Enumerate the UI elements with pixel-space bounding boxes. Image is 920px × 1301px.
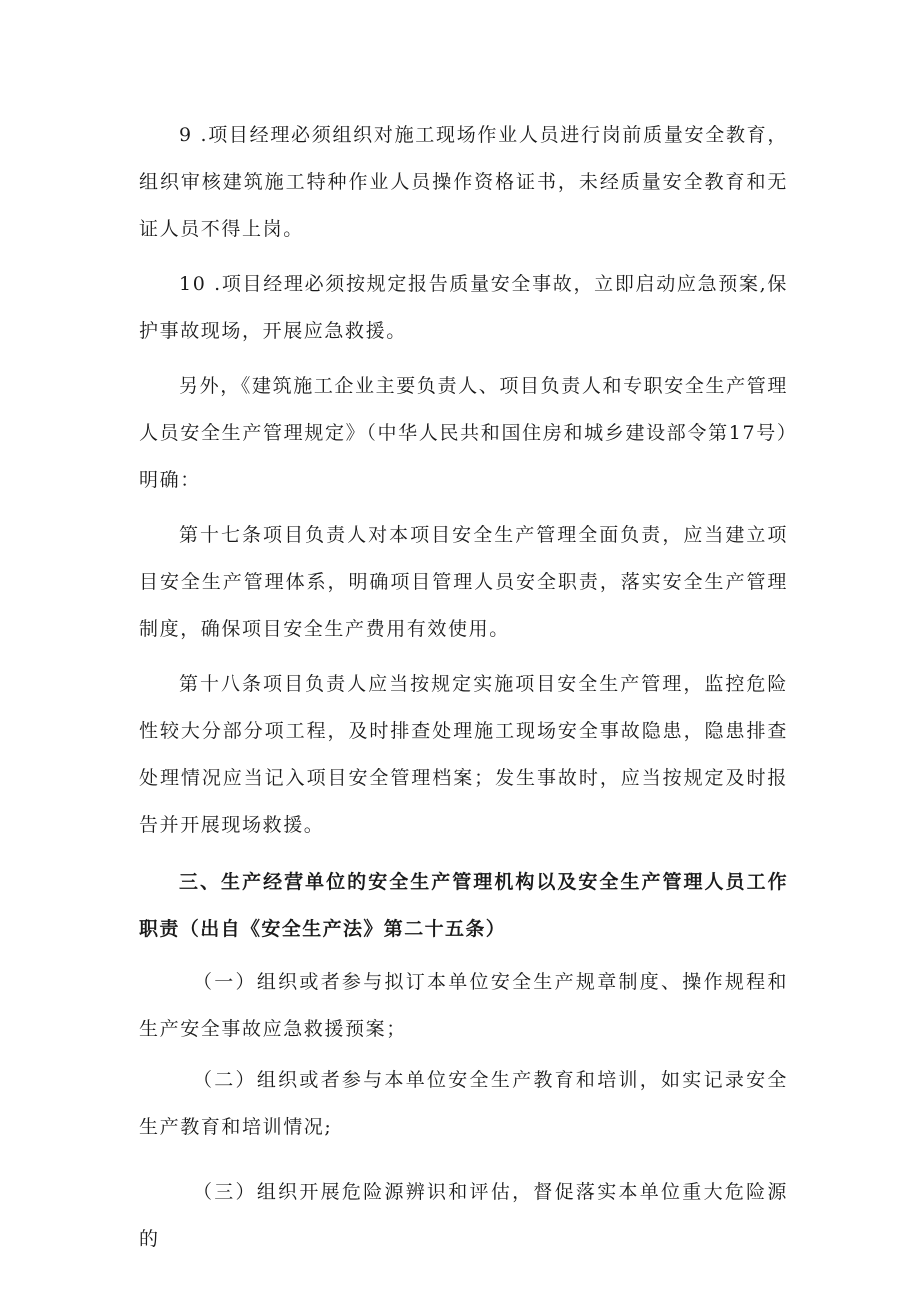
paragraph-item-9: 9 .项目经理必须组织对施工现场作业人员进行岗前质量安全教育，组织审核建筑施工特种作业人员操作资格证书，未经质量安全教育和无证人员不得上岗。: [139, 124, 788, 240]
paragraph-regulation-intro: 另外，《建筑施工企业主要负责人、项目负责人和专职安全生产管理人员安全生产管理规定》（中华人民共和国住房和城乡建设部令第17号）明确：: [139, 375, 788, 491]
section-heading-three: 三、生产经营单位的安全生产管理机构以及安全生产管理人员工作职责（出自《安全生产法》第二十五条）: [139, 871, 788, 940]
clause-one: （一）组织或者参与拟订本单位安全生产规章制度、操作规程和生产安全事故应急救援预案；: [139, 971, 788, 1040]
clause-two: （二）组织或者参与本单位安全生产教育和培训，如实记录安全生产教育和培训情况;: [139, 1069, 788, 1138]
paragraph-article-17: 第十七条项目负责人对本项目安全生产管理全面负责，应当建立项目安全生产管理体系，明确项目管理人员安全职责，落实安全生产管理制度，确保项目安全生产费用有效使用。: [139, 524, 788, 640]
spacer: [139, 1155, 788, 1169]
clause-three: （三）组织开展危险源辨识和评估，督促落实本单位重大危险源的: [139, 1181, 788, 1250]
paragraph-article-18: 第十八条项目负责人应当按规定实施项目安全生产管理，监控危险性较大分部分项工程，及时排查处理施工现场安全事故隐患，隐患排查处理情况应当记入项目安全管理档案；发生事故时，应当按规定及时报告并开展现场救援。: [139, 673, 788, 836]
paragraph-item-10: 10 .项目经理必须按规定报告质量安全事故，立即启动应急预案,保护事故现场，开展应急救援。: [139, 273, 788, 342]
